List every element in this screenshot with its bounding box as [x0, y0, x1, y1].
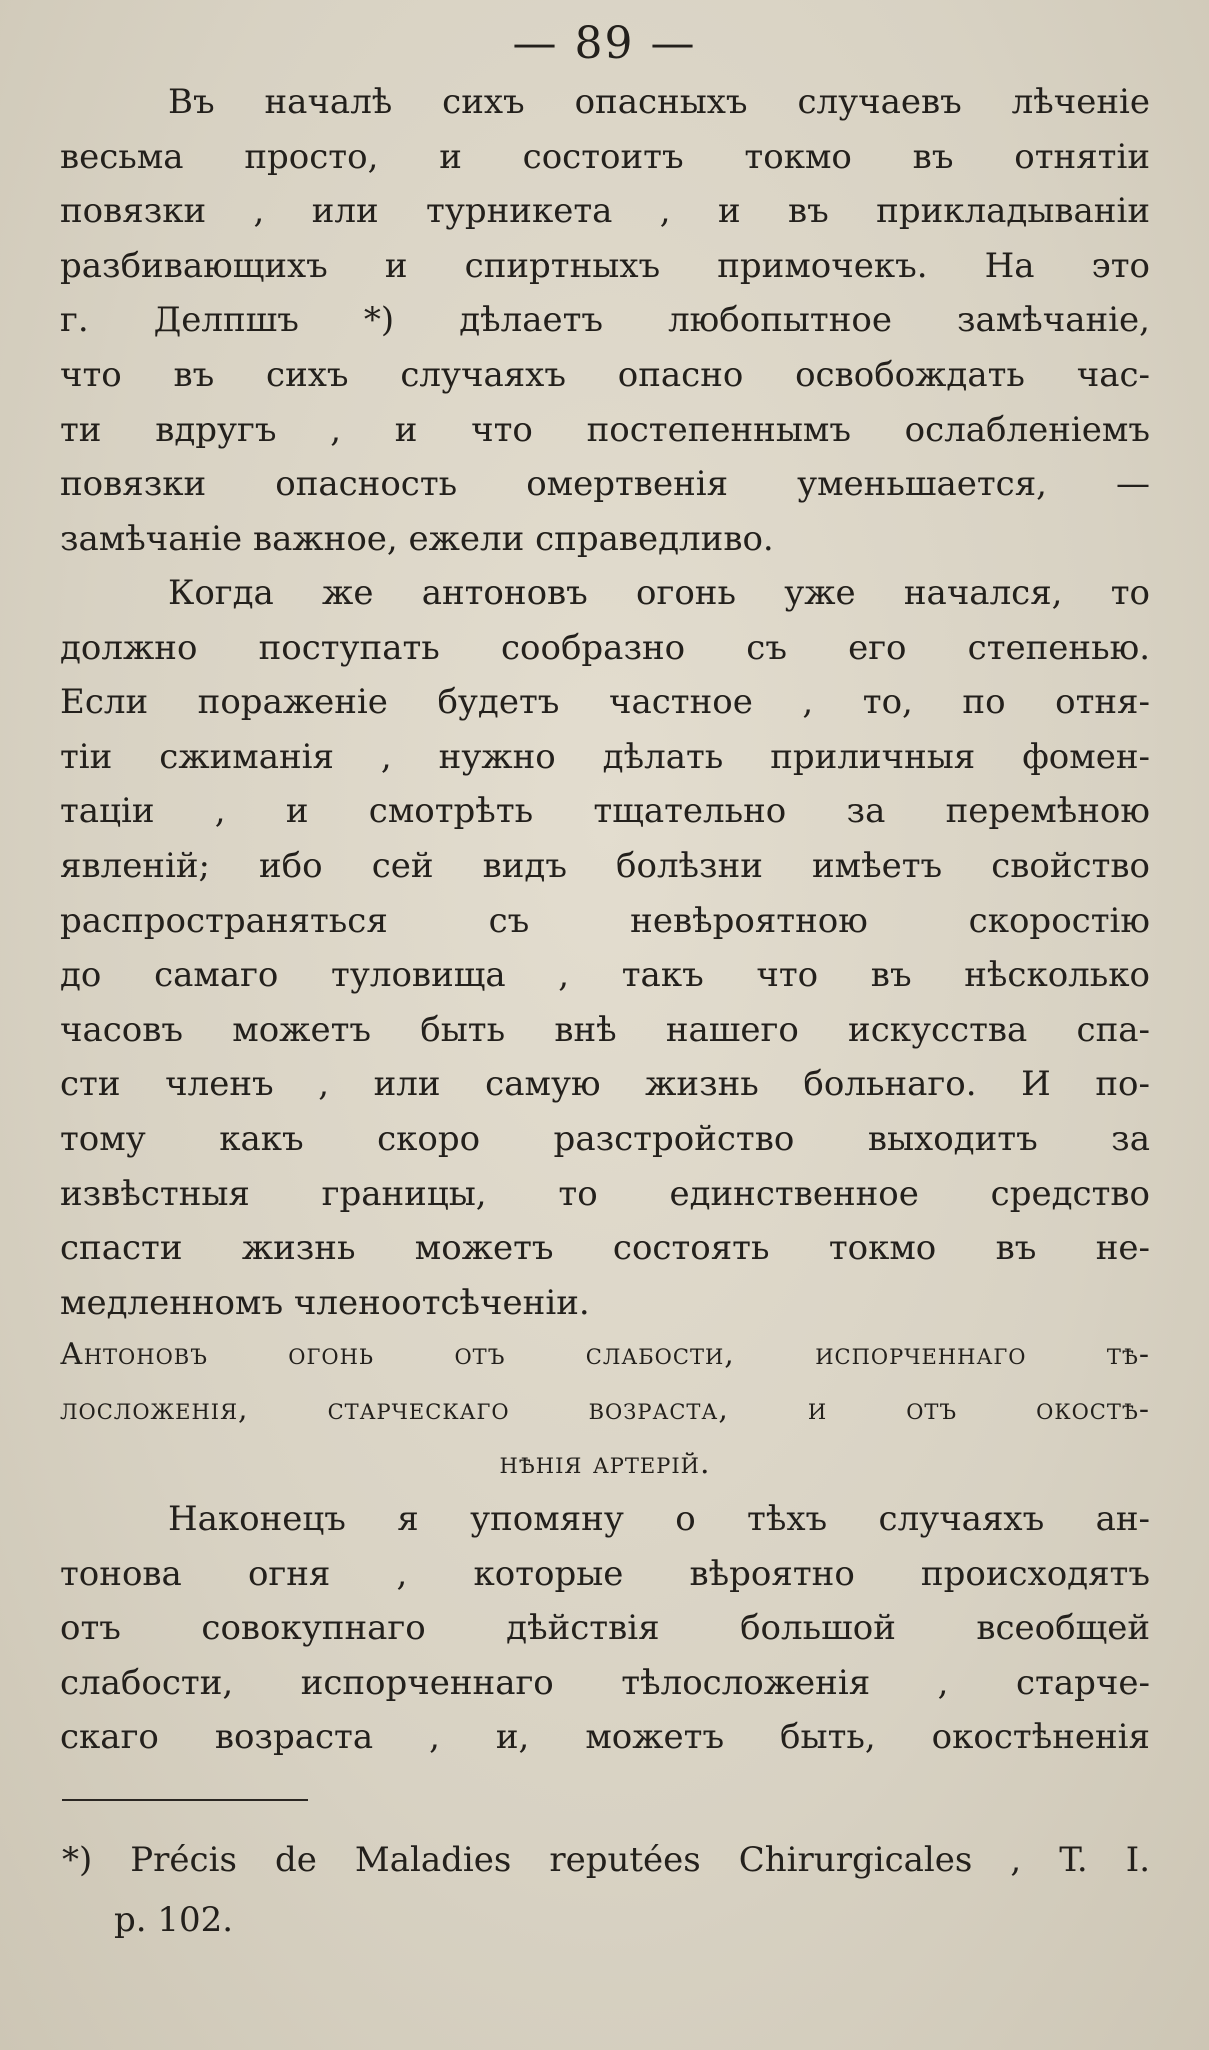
text-line: часовъ можетъ быть внѣ нашего искусства спа-	[60, 1009, 1150, 1050]
text-line: распространяться съ невѣроятною скоростію	[60, 900, 1150, 941]
heading-line: Антоновъ огонь отъ слабости, испорченнаго тѣ-	[60, 1337, 1150, 1372]
text-line: Наконецъ я упомяну о тѣхъ случаяхъ ан-	[168, 1499, 1150, 1539]
text-line: слабости, испорченнаго тѣлосложенія , старче-	[60, 1662, 1150, 1703]
text-line: сти членъ , или самую жизнь больнаго. И по-	[60, 1064, 1150, 1105]
text-line: извѣстныя границы, то единственное средство	[60, 1173, 1150, 1214]
text-line: спасти жизнь можетъ состоять токмо въ не-	[60, 1228, 1150, 1269]
paragraph-weakness-causes	[60, 1492, 1150, 1765]
footnote	[62, 1830, 1150, 1950]
text-line: должно поступать сообразно съ его степенью.	[60, 627, 1150, 668]
text-line: что въ сихъ случаяхъ опасно освобождать час-	[60, 354, 1150, 395]
paragraph-gangrene-started	[60, 566, 1150, 1330]
text-line: Если пораженіе будетъ частное , то, по отня-	[60, 682, 1150, 723]
footnote-line: *) Précis de Maladies reputées Chirurgicales , T. I.	[62, 1840, 1150, 1880]
text-line: весьма просто, и состоитъ токмо въ отнятіи	[60, 136, 1150, 177]
paragraph-treatment	[60, 75, 1150, 566]
text-line: повязки , или турникета , и въ прикладываніи	[60, 191, 1150, 232]
text-line: тому какъ скоро разстройство выходитъ за	[60, 1118, 1150, 1159]
heading-line: нѣнія артерій.	[499, 1446, 711, 1482]
text-line: замѣчаніе важное, ежели справедливо.	[60, 518, 774, 559]
text-line: медленномъ членоотсѣченіи.	[60, 1282, 590, 1323]
heading-line: лосложенія, старческаго возраста, и отъ окостѣ-	[60, 1391, 1150, 1427]
text-line: ти вдругъ , и что постепеннымъ ослабленіемъ	[60, 409, 1150, 450]
text-line: отъ совокупнаго дѣйствія большой всеобщей	[60, 1608, 1150, 1649]
text-line: повязки опасность омертвенія уменьшается, —	[60, 464, 1150, 505]
section-heading	[60, 1328, 1150, 1492]
text-line: явленій; ибо сей видъ болѣзни имѣетъ свойство	[60, 845, 1150, 886]
footnote-divider	[62, 1799, 308, 1801]
text-line: Когда же антоновъ огонь уже начался, то	[168, 573, 1150, 613]
text-line: тіи сжиманія , нужно дѣлать приличныя фомен-	[60, 736, 1150, 777]
text-line: г. Делпшъ *) дѣлаетъ любопытное замѣчаніе,	[60, 300, 1150, 341]
text-line: скаго возраста , и, можетъ быть, окостѣненія	[60, 1717, 1150, 1758]
footnote-line: p. 102.	[114, 1900, 234, 1940]
text-line: тонова огня , которые вѣроятно происходятъ	[60, 1553, 1150, 1594]
text-line: разбивающихъ и спиртныхъ примочекъ. На это	[60, 245, 1150, 286]
page-number: — 89 —	[512, 18, 697, 69]
text-line: таціи , и смотрѣть тщательно за перемѣною	[60, 791, 1150, 832]
text-line: Въ началѣ сихъ опасныхъ случаевъ лѣченіе	[168, 82, 1150, 122]
text-line: до самаго туловища , такъ что въ нѣсколько	[60, 955, 1150, 996]
